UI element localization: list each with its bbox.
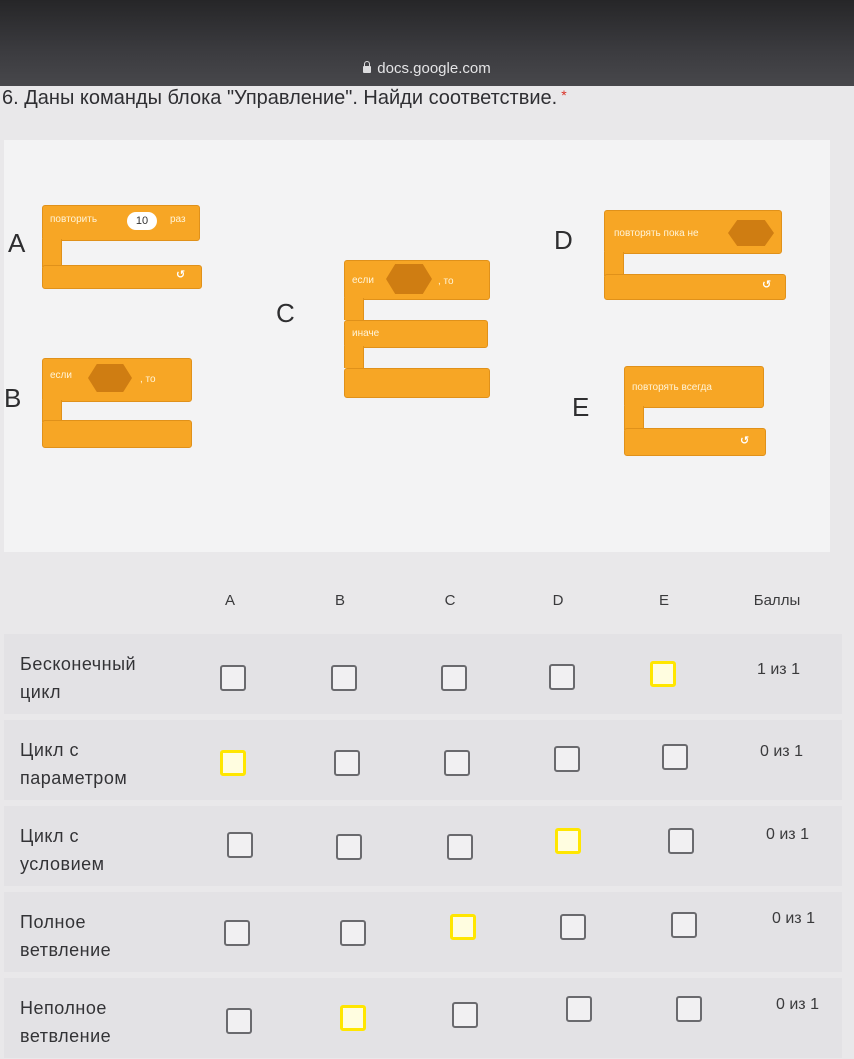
block-a-side — [42, 239, 62, 267]
grid-row-condition-loop — [4, 806, 842, 886]
browser-top-bar — [0, 0, 854, 88]
row-label — [20, 822, 105, 878]
condition-hexagon — [386, 264, 432, 294]
score-row2: 0 из 1 — [760, 743, 803, 760]
score-row3: 0 из 1 — [766, 826, 809, 843]
checkbox-row5-d[interactable] — [566, 996, 592, 1022]
score-row1: 1 из 1 — [757, 661, 800, 678]
row-label — [20, 736, 127, 792]
checkbox-row2-c[interactable] — [444, 750, 470, 776]
loop-arrow-icon: ↺ — [740, 435, 750, 447]
block-a-label: повторить — [50, 214, 98, 225]
column-header-b: B — [334, 592, 345, 609]
block-b-label: если — [50, 370, 72, 381]
grid-row-full-branch — [4, 892, 842, 972]
grid-row-parameter-loop — [4, 720, 842, 800]
checkbox-row4-e[interactable] — [671, 912, 697, 938]
condition-hexagon — [88, 364, 132, 392]
column-header-score: Баллы — [753, 592, 801, 609]
checkbox-row1-c[interactable] — [441, 665, 467, 691]
row-label-line-1: Полное — [20, 912, 87, 932]
checkbox-row5-c[interactable] — [452, 1002, 478, 1028]
checkbox-row3-a[interactable] — [227, 832, 253, 858]
address-bar[interactable] — [0, 60, 854, 77]
question-title — [2, 87, 567, 110]
row-label-line-1: Неполное — [20, 998, 107, 1018]
row-label-line-1: Цикл с — [20, 740, 79, 760]
row-label-line-1: Цикл с — [20, 826, 79, 846]
loop-arrow-icon: ↺ — [176, 269, 186, 281]
checkbox-row4-c[interactable] — [450, 914, 476, 940]
letter-c: C — [276, 298, 295, 328]
checkbox-row5-a[interactable] — [226, 1008, 252, 1034]
checkbox-row4-b[interactable] — [340, 920, 366, 946]
row-label-line-2: ветвление — [20, 940, 112, 960]
row-label-line-2: параметром — [20, 768, 128, 788]
condition-hexagon — [728, 220, 774, 246]
column-header-e: E — [658, 592, 669, 609]
row-label-line-2: цикл — [20, 682, 61, 702]
block-c-else-label: иначе — [352, 328, 380, 339]
block-b-bottom — [42, 420, 192, 448]
row-label-line-2: условием — [20, 854, 105, 874]
row-label — [20, 994, 111, 1050]
block-b-suffix: , то — [140, 374, 156, 385]
letter-b: B — [4, 383, 22, 413]
checkbox-row2-d[interactable] — [554, 746, 580, 772]
block-c-suffix: , то — [438, 276, 454, 287]
checkbox-row3-d[interactable] — [555, 828, 581, 854]
checkbox-row2-e[interactable] — [662, 744, 688, 770]
row-label-line-2: ветвление — [20, 1026, 112, 1046]
checkbox-row4-a[interactable] — [224, 920, 250, 946]
block-a-suffix: раз — [170, 214, 186, 225]
checkbox-row3-b[interactable] — [336, 834, 362, 860]
checkbox-row4-d[interactable] — [560, 914, 586, 940]
row-label — [20, 650, 136, 706]
checkbox-row1-e[interactable] — [650, 661, 676, 687]
block-c-bottom — [344, 368, 490, 398]
question-text: 6. Даны команды блока "Управление". Найди соответствие. — [2, 87, 558, 109]
checkbox-row2-a[interactable] — [220, 750, 246, 776]
row-label-line-1: Бесконечный — [20, 654, 137, 674]
letter-a: A — [8, 228, 26, 258]
checkbox-row3-c[interactable] — [447, 834, 473, 860]
checkbox-row3-e[interactable] — [668, 828, 694, 854]
checkbox-row2-b[interactable] — [334, 750, 360, 776]
lock-icon — [363, 66, 371, 73]
grid-row-infinite-loop — [4, 634, 842, 714]
url-text: docs.google.com — [377, 60, 491, 77]
block-c-label: если — [352, 275, 374, 286]
checkbox-row1-d[interactable] — [549, 664, 575, 690]
block-c-side-2 — [344, 346, 364, 368]
row-label — [20, 908, 111, 964]
letter-d: D — [554, 225, 573, 255]
block-e-label: повторять всегда — [632, 382, 712, 393]
block-d-label: повторять пока не — [614, 228, 699, 239]
checkbox-row1-a[interactable] — [220, 665, 246, 691]
block-d-bottom — [604, 274, 786, 300]
column-header-d: D — [552, 592, 564, 609]
column-header-a: A — [224, 592, 235, 609]
block-e-side — [624, 406, 644, 430]
letter-e: E — [572, 392, 590, 422]
loop-arrow-icon: ↺ — [762, 279, 772, 291]
checkbox-row5-b[interactable] — [340, 1005, 366, 1031]
column-header-c: C — [444, 592, 456, 609]
block-b-side — [42, 400, 62, 422]
block-c-side-1 — [344, 298, 364, 320]
required-mark: * — [561, 87, 567, 103]
block-a-count: 10 — [127, 212, 157, 230]
score-row5: 0 из 1 — [776, 996, 819, 1013]
checkbox-row5-e[interactable] — [676, 996, 702, 1022]
block-d-side — [604, 252, 624, 276]
grid-row-partial-branch — [4, 978, 842, 1058]
score-row4: 0 из 1 — [772, 910, 815, 927]
checkbox-row1-b[interactable] — [331, 665, 357, 691]
